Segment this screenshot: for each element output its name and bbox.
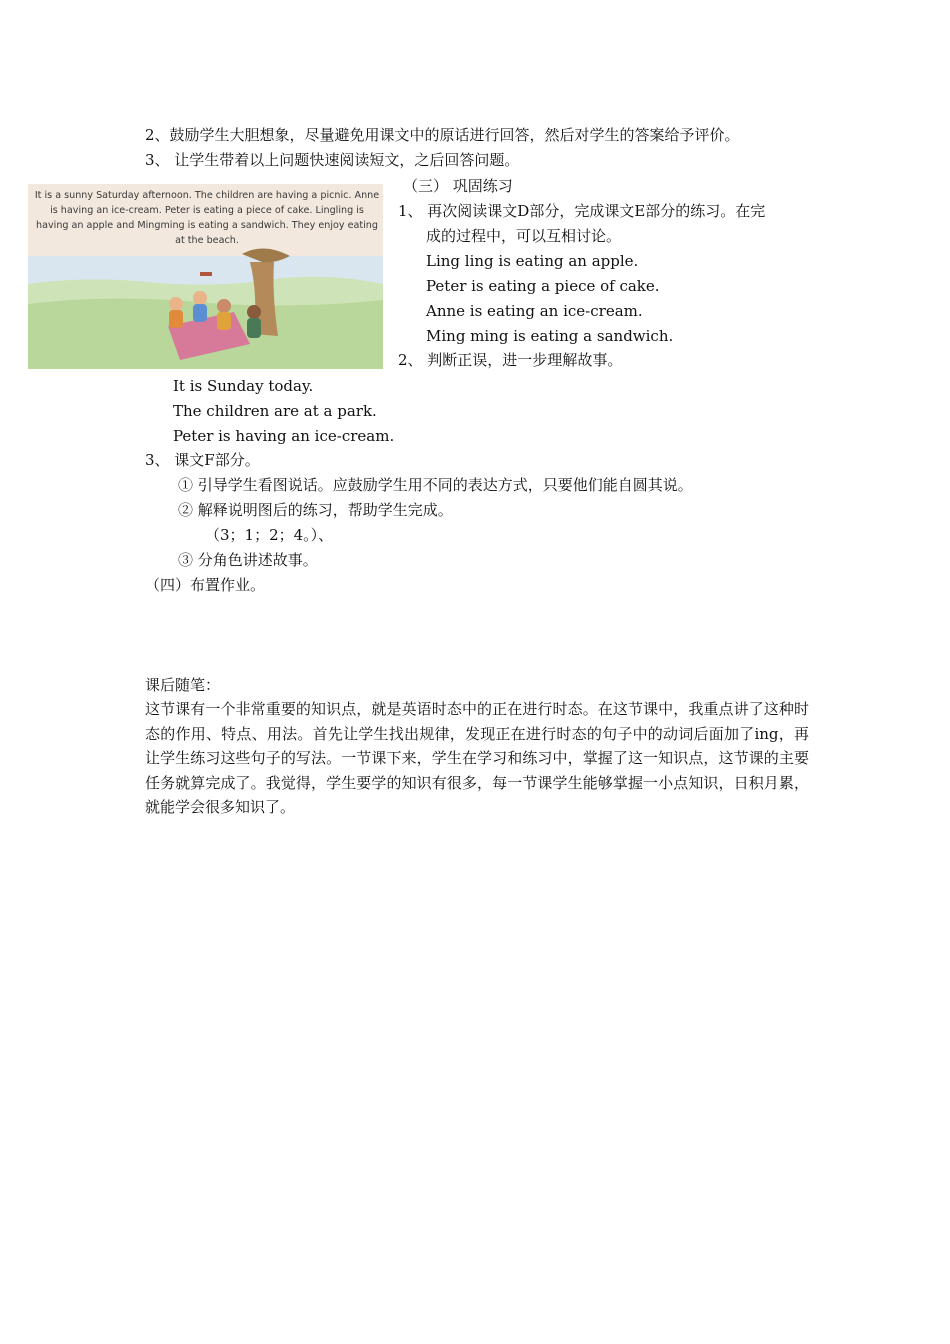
true-false-sentence-2: The children are at a park. <box>173 402 377 420</box>
answer-sentence-1: Ling ling is eating an apple. <box>426 252 639 270</box>
answer-sentence-2: Peter is eating a piece of cake. <box>426 277 660 295</box>
exercise-1-line-1: 1、 再次阅读课文D部分，完成课文E部分的练习。在完 <box>398 202 766 220</box>
answer-sentence-3: Anne is eating an ice-cream. <box>426 302 643 320</box>
exercise-1-line-2: 成的过程中，可以互相讨论。 <box>426 227 622 245</box>
section-4-heading: （四）布置作业。 <box>145 576 266 594</box>
true-false-sentence-1: It is Sunday today. <box>173 377 314 395</box>
notes-title: 课后随笔： <box>145 676 221 694</box>
part-f-heading: 3、 课文F部分。 <box>145 451 260 469</box>
notes-body: 这节课有一个非常重要的知识点，就是英语时态中的正在进行时态。在这节课中，我重点讲了这种时态的作用、特点、用法。首先让学生找出规律，发现正在进行时态的句子中的动词后面加了ing，再让学生练习这些句子的写法。一节课下来，学生在学习和练习中，掌握了这一知识点，这节课的主要任务就算完成了。我觉得，学生要学的知识有很多，每一节课学生能够掌握一小点知识，日积月累，就能学会很多知识了。 <box>145 700 809 816</box>
step-3-text: 3、 让学生带着以上问题快速阅读短文，之后回答问题。 <box>145 151 520 169</box>
step-2-text: 2、鼓励学生大胆想象，尽量避免用课文中的原话进行回答，然后对学生的答案给予评价。 <box>145 126 740 144</box>
picture-caption: It is a sunny Saturday afternoon. The children are having a picnic. Anne is having an ice-cream. Peter is eating a piece of cake. Lingling is having an apple and Mingming is eating a sandwich. They enjoy eating at the beach. <box>34 190 380 246</box>
exercise-2-text: 2、 判断正误，进一步理解故事。 <box>398 351 623 369</box>
true-false-sentence-3: Peter is having an ice-cream. <box>173 427 395 445</box>
part-f-answer: （3；1；2；4。）、 <box>205 526 334 544</box>
textbook-picture <box>28 184 383 369</box>
section-3-heading: （三） 巩固练习 <box>403 177 513 195</box>
part-f-item-3: ③ 分角色讲述故事。 <box>178 551 318 569</box>
answer-sentence-4: Ming ming is eating a sandwich. <box>426 327 674 345</box>
part-f-item-1: ① 引导学生看图说话。应鼓励学生用不同的表达方式，只要他们能自圆其说。 <box>178 476 693 494</box>
part-f-item-2: ② 解释说明图后的练习，帮助学生完成。 <box>178 501 453 519</box>
